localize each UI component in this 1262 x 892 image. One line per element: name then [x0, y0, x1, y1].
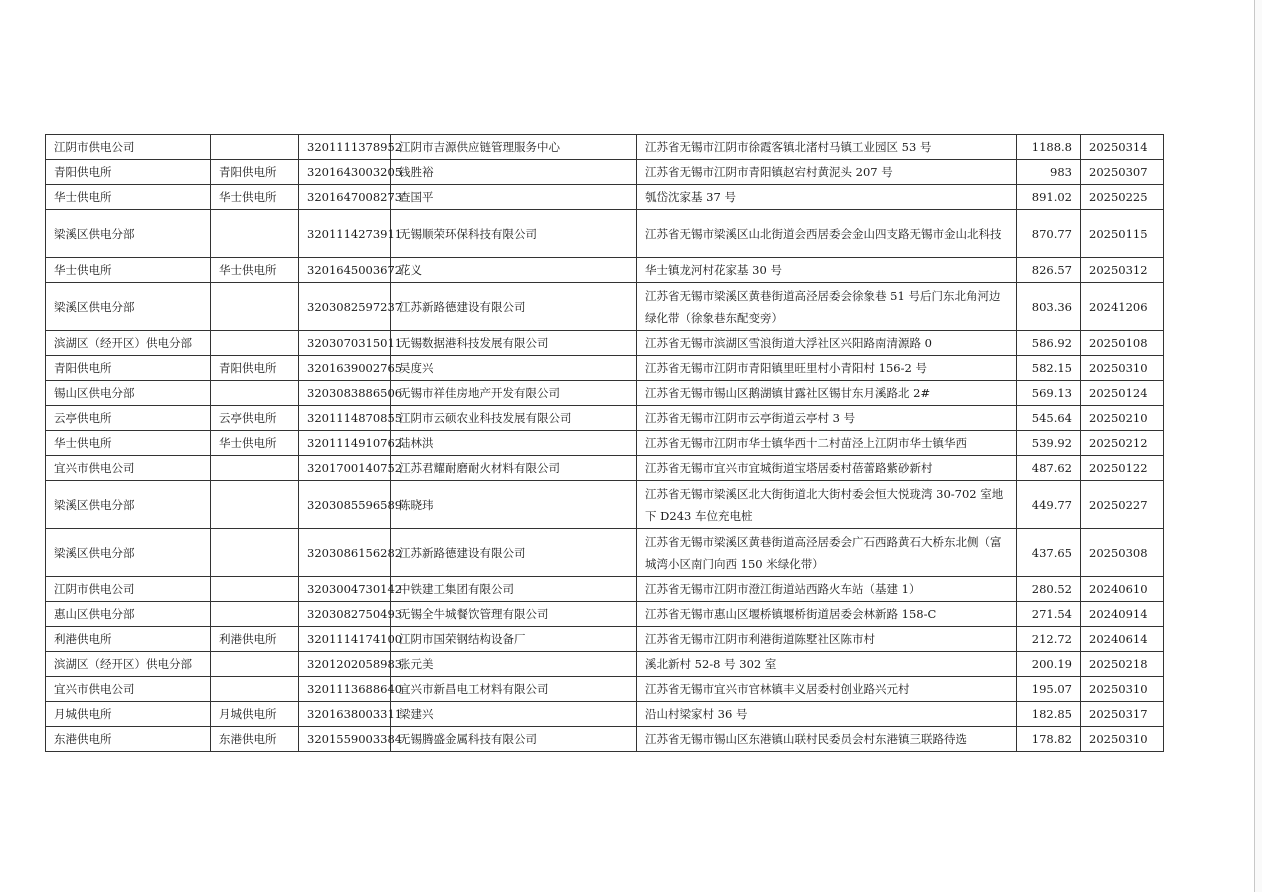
table-row [46, 406, 1164, 431]
cell-address: 沿山村梁家村 36 号 [637, 702, 1017, 727]
cell-account: 3203082750493 [299, 602, 391, 627]
cell-value: 280.52 [1017, 577, 1081, 602]
cell-address: 江苏省无锡市江阴市利港街道陈墅社区陈市村 [637, 627, 1017, 652]
cell-address: 华士镇龙河村花家基 30 号 [637, 258, 1017, 283]
cell-account: 3203085596589 [299, 481, 391, 529]
cell-customer: 钱胜裕 [391, 160, 637, 185]
cell-station [211, 577, 299, 602]
cell-date: 20250210 [1081, 406, 1164, 431]
table-row [46, 677, 1164, 702]
cell-customer: 宜兴市新昌电工材料有限公司 [391, 677, 637, 702]
cell-station [211, 602, 299, 627]
cell-account: 3203083886506 [299, 381, 391, 406]
cell-customer: 花义 [391, 258, 637, 283]
cell-customer: 查国平 [391, 185, 637, 210]
table-body [46, 135, 1164, 752]
cell-customer: 江阴市吉源供应链管理服务中心 [391, 135, 637, 160]
cell-station: 华士供电所 [211, 258, 299, 283]
table-row [46, 577, 1164, 602]
cell-value: 437.65 [1017, 529, 1081, 577]
table-row [46, 283, 1164, 331]
cell-account: 3201111378952 [299, 135, 391, 160]
cell-address: 瓠岱沈家基 37 号 [637, 185, 1017, 210]
cell-account: 3201202058983 [299, 652, 391, 677]
cell-date: 20250310 [1081, 727, 1164, 752]
cell-value: 586.92 [1017, 331, 1081, 356]
cell-address: 江苏省无锡市江阴市华士镇华西十二村苗泾上江阴市华士镇华西 [637, 431, 1017, 456]
cell-customer: 陈晓玮 [391, 481, 637, 529]
cell-date: 20250227 [1081, 481, 1164, 529]
table-row [46, 356, 1164, 381]
cell-date: 20250317 [1081, 702, 1164, 727]
cell-value: 569.13 [1017, 381, 1081, 406]
cell-station [211, 331, 299, 356]
cell-address: 江苏省无锡市宜兴市官林镇丰义居委村创业路兴元村 [637, 677, 1017, 702]
cell-unit: 宜兴市供电公司 [46, 456, 211, 481]
table-row [46, 210, 1164, 258]
cell-value: 200.19 [1017, 652, 1081, 677]
table-row [46, 135, 1164, 160]
cell-account: 3203086156282 [299, 529, 391, 577]
cell-address: 江苏省无锡市惠山区堰桥镇堰桥街道居委会林新路 158-C [637, 602, 1017, 627]
cell-date: 20250108 [1081, 331, 1164, 356]
cell-value: 582.15 [1017, 356, 1081, 381]
cell-unit: 东港供电所 [46, 727, 211, 752]
cell-customer: 无锡市祥佳房地产开发有限公司 [391, 381, 637, 406]
cell-unit: 青阳供电所 [46, 160, 211, 185]
cell-customer: 江苏君耀耐磨耐火材料有限公司 [391, 456, 637, 481]
cell-date: 20250307 [1081, 160, 1164, 185]
cell-date: 20250124 [1081, 381, 1164, 406]
cell-account: 3201643003205 [299, 160, 391, 185]
cell-unit: 华士供电所 [46, 431, 211, 456]
table-row [46, 529, 1164, 577]
cell-unit: 梁溪区供电分部 [46, 210, 211, 258]
cell-unit: 华士供电所 [46, 258, 211, 283]
cell-address: 江苏省无锡市滨湖区雪浪街道大浮社区兴阳路南清源路 0 [637, 331, 1017, 356]
cell-value: 826.57 [1017, 258, 1081, 283]
cell-account: 3201638003311 [299, 702, 391, 727]
cell-value: 271.54 [1017, 602, 1081, 627]
cell-customer: 江阴市云硕农业科技发展有限公司 [391, 406, 637, 431]
table-row [46, 702, 1164, 727]
cell-value: 870.77 [1017, 210, 1081, 258]
cell-customer: 无锡全牛城餐饮管理有限公司 [391, 602, 637, 627]
cell-date: 20250218 [1081, 652, 1164, 677]
cell-value: 212.72 [1017, 627, 1081, 652]
cell-station [211, 456, 299, 481]
cell-address: 江苏省无锡市锡山区鹅湖镇甘露社区锡甘东月溪路北 2# [637, 381, 1017, 406]
cell-account: 3201645003672 [299, 258, 391, 283]
table-row [46, 381, 1164, 406]
cell-customer: 梁建兴 [391, 702, 637, 727]
cell-customer: 吴度兴 [391, 356, 637, 381]
cell-date: 20240914 [1081, 602, 1164, 627]
cell-unit: 滨湖区（经开区）供电分部 [46, 652, 211, 677]
table-row [46, 652, 1164, 677]
cell-station: 青阳供电所 [211, 356, 299, 381]
cell-value: 182.85 [1017, 702, 1081, 727]
cell-account: 3203004730142 [299, 577, 391, 602]
table-row [46, 160, 1164, 185]
cell-station [211, 481, 299, 529]
cell-station: 月城供电所 [211, 702, 299, 727]
cell-value: 487.62 [1017, 456, 1081, 481]
cell-customer: 张元美 [391, 652, 637, 677]
cell-date: 20250115 [1081, 210, 1164, 258]
cell-customer: 江苏新路德建设有限公司 [391, 283, 637, 331]
cell-date: 20250314 [1081, 135, 1164, 160]
cell-station: 青阳供电所 [211, 160, 299, 185]
cell-station [211, 529, 299, 577]
table-row [46, 727, 1164, 752]
cell-station: 云亭供电所 [211, 406, 299, 431]
cell-date: 20250310 [1081, 356, 1164, 381]
cell-date: 20250312 [1081, 258, 1164, 283]
cell-station [211, 283, 299, 331]
cell-value: 449.77 [1017, 481, 1081, 529]
cell-address: 江苏省无锡市江阴市青阳镇里旺里村小青阳村 156-2 号 [637, 356, 1017, 381]
cell-account: 3201639002765 [299, 356, 391, 381]
table-row [46, 481, 1164, 529]
cell-address: 江苏省无锡市江阴市青阳镇赵宕村黄泥头 207 号 [637, 160, 1017, 185]
cell-account: 3201647008273 [299, 185, 391, 210]
cell-unit: 梁溪区供电分部 [46, 481, 211, 529]
cell-date: 20250310 [1081, 677, 1164, 702]
cell-station [211, 135, 299, 160]
cell-account: 3201114910762 [299, 431, 391, 456]
cell-unit: 宜兴市供电公司 [46, 677, 211, 702]
cell-address: 江苏省无锡市江阴市徐霞客镇北渚村马镇工业园区 53 号 [637, 135, 1017, 160]
table-row [46, 627, 1164, 652]
cell-date: 20241206 [1081, 283, 1164, 331]
table-row [46, 258, 1164, 283]
cell-station: 东港供电所 [211, 727, 299, 752]
cell-value: 891.02 [1017, 185, 1081, 210]
cell-value: 195.07 [1017, 677, 1081, 702]
table-row [46, 602, 1164, 627]
cell-address: 溪北新村 52-8 号 302 室 [637, 652, 1017, 677]
cell-value: 539.92 [1017, 431, 1081, 456]
cell-unit: 江阴市供电公司 [46, 577, 211, 602]
cell-unit: 梁溪区供电分部 [46, 283, 211, 331]
cell-value: 178.82 [1017, 727, 1081, 752]
cell-date: 20240614 [1081, 627, 1164, 652]
cell-account: 3201113688640 [299, 677, 391, 702]
cell-account: 3201700140752 [299, 456, 391, 481]
cell-address: 江苏省无锡市锡山区东港镇山联村民委员会村东港镇三联路待选 [637, 727, 1017, 752]
cell-account: 3201114273911 [299, 210, 391, 258]
cell-address: 江苏省无锡市梁溪区黄巷街道高泾居委会徐象巷 51 号后门东北角河边绿化带（徐象巷东配变旁） [637, 283, 1017, 331]
cell-unit: 华士供电所 [46, 185, 211, 210]
table-row [46, 331, 1164, 356]
cell-station: 华士供电所 [211, 431, 299, 456]
cell-date: 20250225 [1081, 185, 1164, 210]
cell-unit: 惠山区供电分部 [46, 602, 211, 627]
cell-date: 20250122 [1081, 456, 1164, 481]
cell-unit: 梁溪区供电分部 [46, 529, 211, 577]
cell-account: 3201559003384 [299, 727, 391, 752]
cell-value: 803.36 [1017, 283, 1081, 331]
cell-value: 983 [1017, 160, 1081, 185]
table-row [46, 431, 1164, 456]
cell-account: 3203070315011 [299, 331, 391, 356]
cell-station [211, 381, 299, 406]
cell-customer: 陆林洪 [391, 431, 637, 456]
cell-value: 545.64 [1017, 406, 1081, 431]
cell-customer: 无锡腾盛金属科技有限公司 [391, 727, 637, 752]
cell-unit: 滨湖区（经开区）供电分部 [46, 331, 211, 356]
cell-address: 江苏省无锡市梁溪区山北街道会西居委会金山四支路无锡市金山北科技 [637, 210, 1017, 258]
cell-customer: 江阴市国荣钢结构设备厂 [391, 627, 637, 652]
cell-address: 江苏省无锡市宜兴市宜城街道宝塔居委村蓓蕾路紫砂新村 [637, 456, 1017, 481]
cell-unit: 月城供电所 [46, 702, 211, 727]
cell-address: 江苏省无锡市江阴市云亭街道云亭村 3 号 [637, 406, 1017, 431]
cell-date: 20250308 [1081, 529, 1164, 577]
cell-value: 1188.8 [1017, 135, 1081, 160]
cell-address: 江苏省无锡市江阴市澄江街道站西路火车站（基建 1） [637, 577, 1017, 602]
cell-unit: 锡山区供电分部 [46, 381, 211, 406]
cell-customer: 无锡数据港科技发展有限公司 [391, 331, 637, 356]
cell-date: 20240610 [1081, 577, 1164, 602]
data-table [45, 134, 1164, 752]
cell-unit: 云亭供电所 [46, 406, 211, 431]
table-row [46, 456, 1164, 481]
cell-account: 3201114870855 [299, 406, 391, 431]
cell-customer: 无锡顺荣环保科技有限公司 [391, 210, 637, 258]
cell-station [211, 210, 299, 258]
cell-station [211, 677, 299, 702]
cell-customer: 中铁建工集团有限公司 [391, 577, 637, 602]
page-edge [1254, 0, 1262, 892]
table-row [46, 185, 1164, 210]
cell-station: 华士供电所 [211, 185, 299, 210]
cell-unit: 利港供电所 [46, 627, 211, 652]
cell-address: 江苏省无锡市梁溪区北大街街道北大街村委会恒大悦珑湾 30-702 室地下 D243 车位充电桩 [637, 481, 1017, 529]
cell-address: 江苏省无锡市梁溪区黄巷街道高泾居委会广石西路黄石大桥东北侧（富城湾小区南门向西 150 米绿化带） [637, 529, 1017, 577]
cell-station: 利港供电所 [211, 627, 299, 652]
cell-account: 3203082597237 [299, 283, 391, 331]
cell-unit: 青阳供电所 [46, 356, 211, 381]
cell-station [211, 652, 299, 677]
cell-customer: 江苏新路德建设有限公司 [391, 529, 637, 577]
cell-date: 20250212 [1081, 431, 1164, 456]
cell-account: 3201114174100 [299, 627, 391, 652]
cell-unit: 江阴市供电公司 [46, 135, 211, 160]
